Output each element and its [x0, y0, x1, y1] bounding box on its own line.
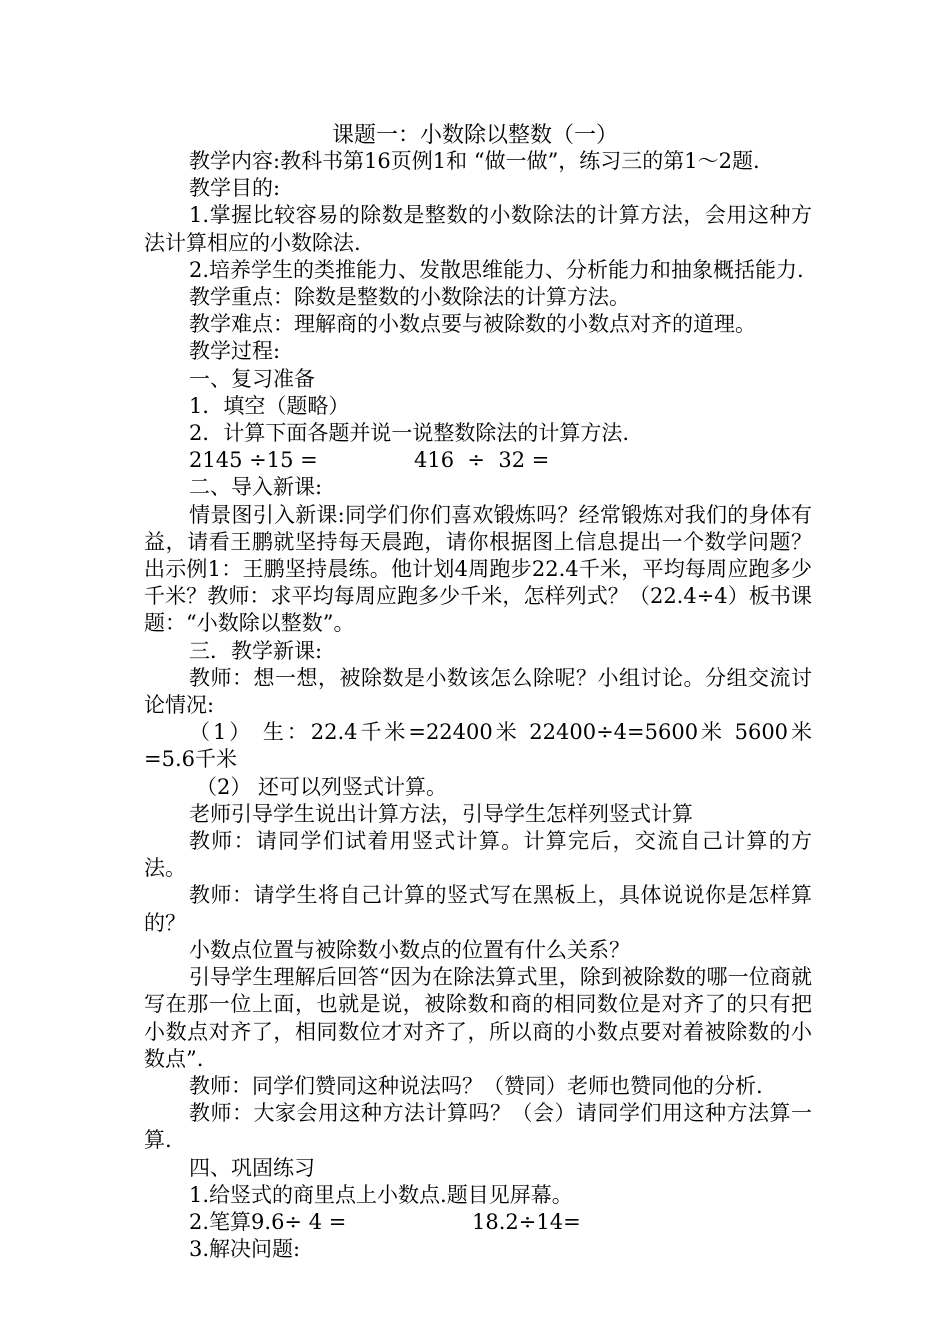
teacher-instruction-1: 教师：请同学们试着用竖式计算。计算完后，交流自己计算的方法。 [144, 829, 812, 881]
lesson-body [144, 148, 812, 1263]
difficult-point: 教学难点：理解商的小数点要与被除数的小数点对齐的道理。 [189, 312, 756, 337]
student-answer-1: （1） 生：22.4千米=22400米 22400÷4=5600米 5600米=5.6千米 [144, 720, 812, 772]
teacher-instruction-2: 教师：请学生将自己计算的竖式写在黑板上，具体说说你是怎样算的？ [144, 883, 812, 935]
review-item-2: 2．计算下面各题并说一说整数除法的计算方法. [189, 421, 630, 446]
review-calc-row [144, 447, 812, 474]
section-review-heading: 一、复习准备 [189, 366, 315, 391]
practice-calc-row [144, 1209, 812, 1236]
decimal-point-question: 小数点位置与被除数小数点的位置有什么关系？ [189, 937, 630, 962]
objective-2: 2.培养学生的类推能力、发散思维能力、分析能力和抽象概括能力. [189, 257, 804, 282]
lesson-title: 课题一：小数除以整数（一） [331, 123, 618, 148]
teaching-content: 教学内容:教科书第16页例1和 “做一做”，练习三的第1～2题. [189, 149, 760, 173]
practice-item-3: 3.解决问题: [189, 1237, 301, 1262]
practice-item-1: 1.给竖式的商里点上小数点.题目见屏幕。 [189, 1182, 573, 1207]
review-calc-left: 2145 ÷15 = [189, 448, 318, 473]
teacher-guide: 老师引导学生说出计算方法，引导学生怎样列竖式计算 [189, 801, 693, 826]
section-intro-heading: 二、导入新课: [189, 475, 323, 500]
review-item-1: 1．填空（题略） [189, 393, 350, 418]
teacher-practice: 教师：大家会用这种方法计算吗？（会）请同学们用这种方法算一算. [144, 1101, 812, 1153]
section-new-lesson-heading: 三．教学新课: [189, 638, 323, 663]
review-calc-right: 416 ÷ 32 = [414, 448, 550, 473]
teacher-agree: 教师：同学们赞同这种说法吗？（赞同）老师也赞同他的分析. [189, 1073, 763, 1098]
practice-calc-right: 18.2÷14= [472, 1209, 581, 1234]
guided-explanation: 引导学生理解后回答“因为在除法算式里，除到被除数的哪一位商就写在那一位上面，也就是说，被除数和商的相同数位是对齐了的只有把小数点对齐了，相同数位才对齐了，所以商的小数点要对着被除数的小数点”. [144, 965, 812, 1071]
section-practice-heading: 四、巩固练习 [189, 1155, 315, 1180]
key-point: 教学重点：除数是整数的小数除法的计算方法。 [189, 285, 630, 310]
teaching-objectives-heading: 教学目的: [189, 176, 281, 201]
student-answer-2: （2） 还可以列竖式计算。 [196, 774, 448, 799]
practice-calc-left: 2.笔算9.6÷ 4 = [189, 1209, 347, 1234]
teacher-question-1: 教师：想一想，被除数是小数该怎么除呢？小组讨论。分组交流讨论情况: [144, 665, 812, 718]
process-heading: 教学过程: [189, 339, 281, 364]
intro-scenario: 情景图引入新课:同学们你们喜欢锻炼吗？经常锻炼对我们的身体有益，请看王鹏就坚持每天晨跑，请你根据图上信息提出一个数学问题？出示例1：王鹏坚持晨练。他计划4周跑步22.4千米，平均每周应跑多少千米？教师：求平均每周应跑多少千米，怎样列式？（22.4÷4）板书课题：“小数除以整数”。 [144, 502, 812, 636]
objective-1: 1.掌握比较容易的除数是整数的小数除法的计算方法，会用这种方法计算相应的小数除法. [144, 203, 812, 255]
